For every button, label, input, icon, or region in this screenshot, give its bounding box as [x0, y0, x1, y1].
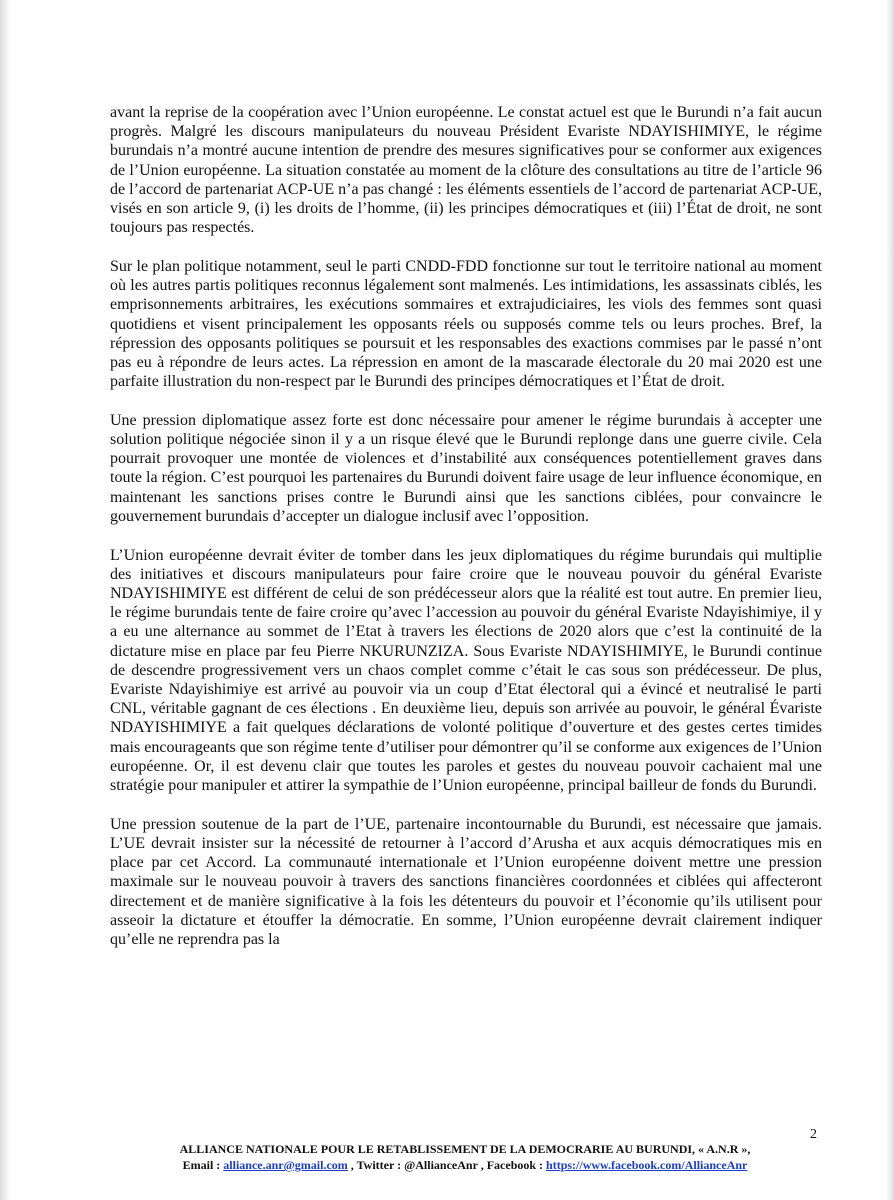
footer-organization: ALLIANCE NATIONALE POUR LE RETABLISSEMENT DE LA DEMOCRARIE AU BURUNDI, « A.N.R »,: [179, 1142, 751, 1156]
twitter-facebook-label: , Twitter : @AllianceAnr , Facebook :: [347, 1158, 547, 1172]
paragraph: Sur le plan politique notamment, seul le parti CNDD-FDD fonctionne sur tout le territoire national au moment où les autres partis politiques reconnus légalement sont malmenés. Les intimidations, les assassinats ciblés, les emprisonnements arbitraires, les exécutions sommaires et extrajudiciaires, les viols des femmes sont quasi quotidiens et visent principalement les opposants réels ou supposés comme tels ou leurs proches. Bref, la répression des opposants politiques se poursuit et les responsables des exactions commises par le passé n’ont pas eu à répondre de leurs actes. La répression en amont de la mascarade électorale du 20 mai 2020 est une parfaite illustration du non-respect par le Burundi des principes démocratiques et l’État de droit.: [110, 257, 822, 391]
facebook-link[interactable]: https://www.facebook.com/AllianceAnr: [546, 1158, 748, 1172]
paragraph: avant la reprise de la coopération avec l’Union européenne. Le constat actuel est que le Burundi n’a fait aucun progrès. Malgré les discours manipulateurs du nouveau Président Evariste NDAYISHIMIYE, le régime burundais n’a montré aucune intention de prendre des mesures significatives pour se conformer aux exigences de l’Union européenne. La situation constatée au moment de la clôture des consultations au titre de l’article 96 de l’accord de partenariat ACP-UE n’a pas changé : les éléments essentiels de l’accord de partenariat ACP-UE, visés en son article 9, (i) les droits de l’homme, (ii) les principes démocratiques et (iii) l’État de droit, ne sont toujours pas respectés.: [110, 104, 822, 237]
page-edge-shadow-right: [886, 0, 894, 1200]
page-number: 2: [810, 1127, 817, 1142]
footer-contacts: [100, 1157, 830, 1173]
body-text: [110, 103, 822, 969]
paragraph: L’Union européenne devrait éviter de tomber dans les jeux diplomatiques du régime burundais qui multiplie des initiatives et discours manipulateurs pour faire croire que le nouveau pouvoir du général Evariste NDAYISHIMIYE est différent de celui de son prédécesseur alors que la réalité est tout autre. En premier lieu, le régime burundais tente de faire croire qu’avec l’accession au pouvoir du général Evariste Ndayishimiye, il y a eu une alternance au sommet de l’Etat à travers les élections de 2020 alors que c’est la continuité de la dictature mise en place par feu Pierre NKURUNZIZA. Sous Evariste NDAYISHIMIYE, le Burundi continue de descendre progressivement vers un chaos complet comme c’était le cas sous son prédécesseur. De plus, Evariste Ndayishimiye est arrivé au pouvoir via un coup d’Etat électoral qui a évincé et neutralisé le parti CNL, véritable gagnant de ces élections . En deuxième lieu, depuis son arrivée au pouvoir, le général Évariste NDAYISHIMIYE a fait quelques déclarations de volonté politique d’ouverture et des gestes certes timides mais encourageants que son régime tente d’utiliser pour démontrer qu’il se conforme aux exigences de l’Union européenne. Or, il est devenu clair que toutes les paroles et gestes du nouveau pouvoir cachaient mal une stratégie pour manipuler et attirer la sympathie de l’Union européenne, principal bailleur de fonds du Burundi.: [110, 546, 822, 794]
footer: [100, 1141, 830, 1173]
paragraph: Une pression soutenue de la part de l’UE, partenaire incontournable du Burundi, est nécessaire que jamais. L’UE devrait insister sur la nécessité de retourner à l’accord d’Arusha et aux acquis démocratiques mis en place par cet Accord. La communauté internationale et l’Union européenne doivent mettre une pression maximale sur le nouveau pouvoir à travers des sanctions financières coordonnées et ciblées qui affecteront directement et de manière significative à la fois les détenteurs du pouvoir et l’économie qu’ils utilisent pour asseoir la dictature et étouffer la démocratie. En somme, l’Union européenne devrait clairement indiquer qu’elle ne reprendra pas la: [110, 815, 822, 948]
paragraph: Une pression diplomatique assez forte est donc nécessaire pour amener le régime burundais à accepter une solution politique négociée sinon il y a un risque élevé que le Burundi replonge dans une guerre civile. Cela pourrait provoquer une montée de violences et d’instabilité aux conséquences potentiellement graves dans toute la région. C’est pourquoi les partenaires du Burundi doivent faire usage de leur influence économique, en maintenant les sanctions prises contre le Burundi ainsi que les sanctions ciblées, pour convaincre le gouvernement burundais d’accepter un dialogue inclusif avec l’opposition.: [110, 411, 822, 525]
page-edge-shadow-left: [0, 0, 10, 1200]
email-label: Email :: [182, 1158, 224, 1172]
email-link[interactable]: alliance.anr@gmail.com: [223, 1158, 348, 1172]
